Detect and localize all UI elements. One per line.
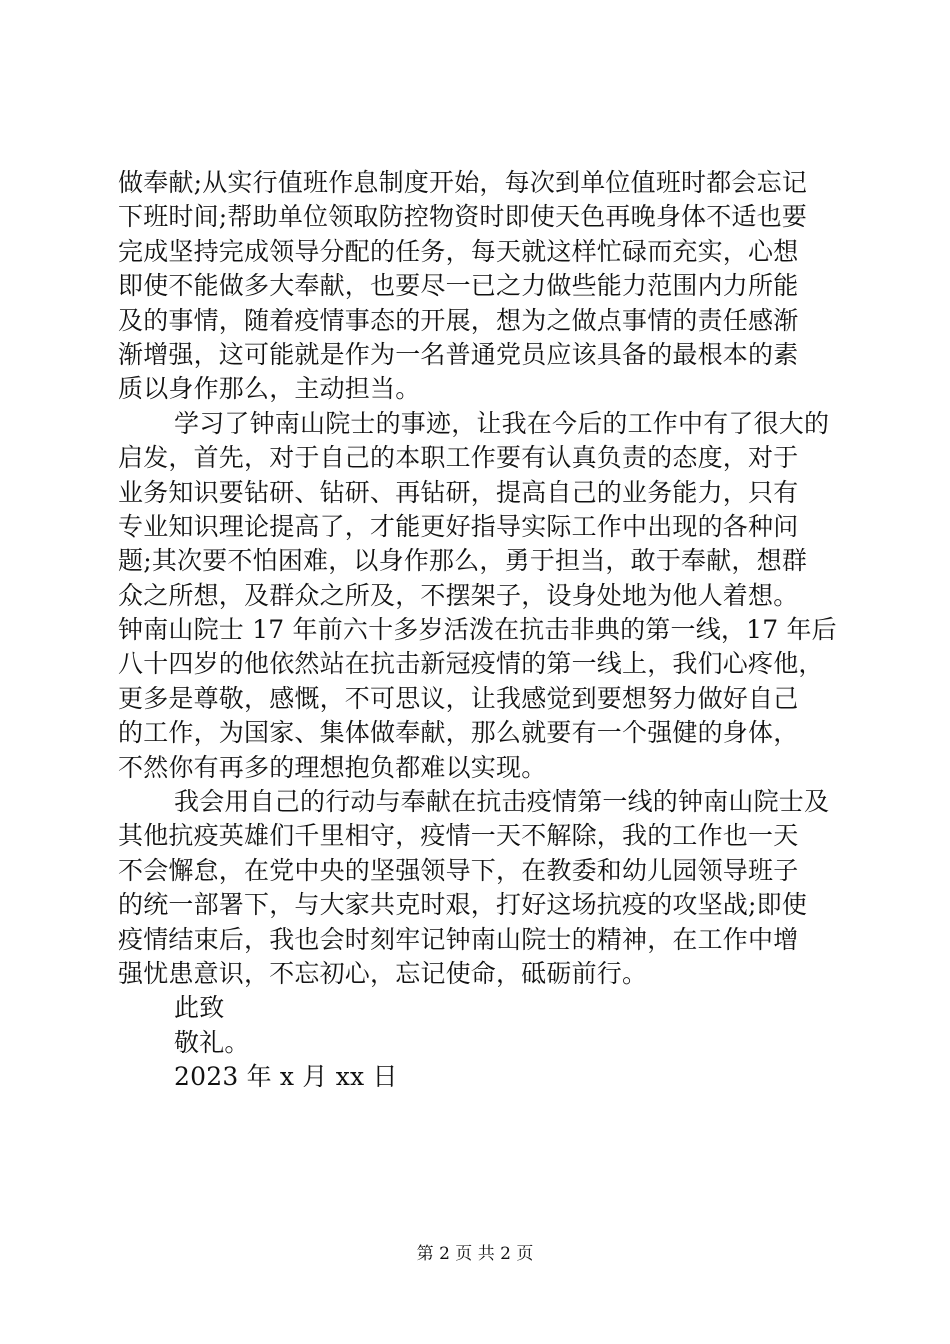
page-footer: 第 2 页 共 2 页 (416, 1244, 534, 1264)
text-line: 众之所想，及群众之所及，不摆架子，设身处地为他人着想。 (118, 580, 799, 610)
text-line: 做奉献;从实行值班作息制度开始，每次到单位值班时都会忘记 (118, 168, 808, 197)
text-line: 不会懈怠，在党中央的坚强领导下，在教委和幼儿园领导班子 (118, 855, 799, 885)
text-line: 的工作，为国家、集体做奉献，那么就要有一个强健的身体， (118, 718, 799, 748)
text-line: 疫情结束后，我也会时刻牢记钟南山院士的精神，在工作中增 (118, 924, 799, 954)
paragraph-start-line: 我会用自己的行动与奉献在抗击疫情第一线的钟南山院士及 (174, 787, 830, 817)
text-line: 即使不能做多大奉献，也要尽一已之力做些能力范围内力所能 (118, 271, 799, 301)
text-line: 下班时间;帮助单位领取防控物资时即使天色再晚身体不适也要 (118, 202, 808, 232)
text-line: 专业知识理论提高了，才能更好指导实际工作中出现的各种问 (118, 511, 799, 541)
letter-body (118, 166, 838, 1095)
text-line: 及的事情，随着疫情事态的开展，想为之做点事情的责任感渐 (118, 305, 799, 335)
text-line: 题;其次要不怕困难，以身作那么，勇于担当，敢于奉献，想群 (118, 546, 808, 576)
text-line: 完成坚持完成领导分配的任务，每天就这样忙碌而充实，心想 (118, 236, 799, 266)
text-line: 八十四岁的他依然站在抗击新冠疫情的第一线上，我们心疼他， (118, 649, 824, 679)
text-line: 的统一部署下，与大家共克时艰，打好这场抗疫的攻坚战;即使 (118, 890, 808, 920)
text-line: 钟南山院士 17 年前六十多岁活泼在抗击非典的第一线，17 年后 (118, 615, 837, 645)
text-line: 渐增强，这可能就是作为一名普通党员应该具备的最根本的素 (118, 339, 799, 369)
letter-date: 2023 年 x 月 xx 日 (174, 1062, 398, 1092)
closing-salutation: 此致 (174, 993, 225, 1023)
text-line: 强忧患意识，不忘初心，忘记使命，砥砺前行。 (118, 958, 648, 988)
paragraph-start-line: 学习了钟南山院士的事迹，让我在今后的工作中有了很大的 (174, 408, 830, 438)
text-line: 更多是尊敬，感慨，不可思议，让我感觉到要想努力做好自己 (118, 683, 799, 713)
text-line: 质以身作那么，主动担当。 (118, 374, 421, 404)
text-line: 启发，首先，对于自己的本职工作要有认真负责的态度，对于 (118, 443, 799, 473)
text-line: 业务知识要钻研、钻研、再钻研，提高自己的业务能力，只有 (118, 477, 799, 507)
text-line: 不然你有再多的理想抱负都难以实现。 (118, 752, 547, 782)
text-line: 其他抗疫英雄们千里相守，疫情一天不解除，我的工作也一天 (118, 821, 799, 851)
closing-regards: 敬礼。 (174, 1027, 250, 1057)
